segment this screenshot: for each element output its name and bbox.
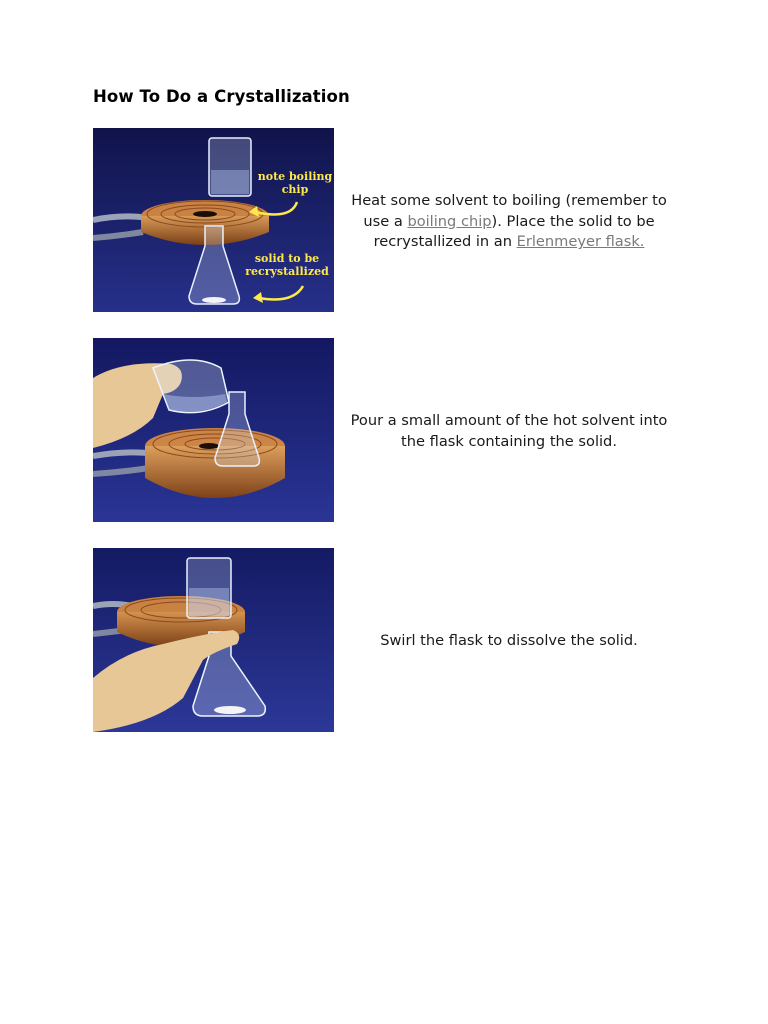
step-1 bbox=[93, 128, 693, 312]
boiling-chip-label-2: chip bbox=[281, 183, 309, 196]
erlenmeyer-flask-link[interactable]: Erlenmeyer flask. bbox=[516, 233, 645, 250]
step-3-photo bbox=[93, 548, 334, 732]
solid-label-2: recrystallized bbox=[245, 265, 329, 278]
page-title: How To Do a Crystallization bbox=[93, 87, 350, 106]
boiling-chip-link[interactable]: boiling chip bbox=[407, 212, 492, 230]
step-1-text: Heat some solvent to boiling (remember to use a boiling chip). Place the solid to be recrystallized in an Erlenmeyer flask. bbox=[351, 192, 667, 250]
step-1-photo bbox=[93, 128, 334, 312]
step-2-text: Pour a small amount of the hot solvent into the flask containing the solid. bbox=[350, 412, 668, 450]
solid-label: solid to be bbox=[254, 252, 320, 265]
step-2-photo bbox=[93, 338, 334, 522]
swirling-flask-illustration bbox=[93, 548, 334, 732]
boiling-chip-label: note boiling bbox=[257, 170, 333, 183]
step-2 bbox=[93, 338, 693, 522]
step-3 bbox=[93, 548, 693, 732]
heating-setup-illustration bbox=[93, 128, 334, 312]
step-3-text: Swirl the flask to dissolve the solid. bbox=[380, 632, 638, 649]
pouring-solvent-illustration bbox=[93, 338, 334, 522]
